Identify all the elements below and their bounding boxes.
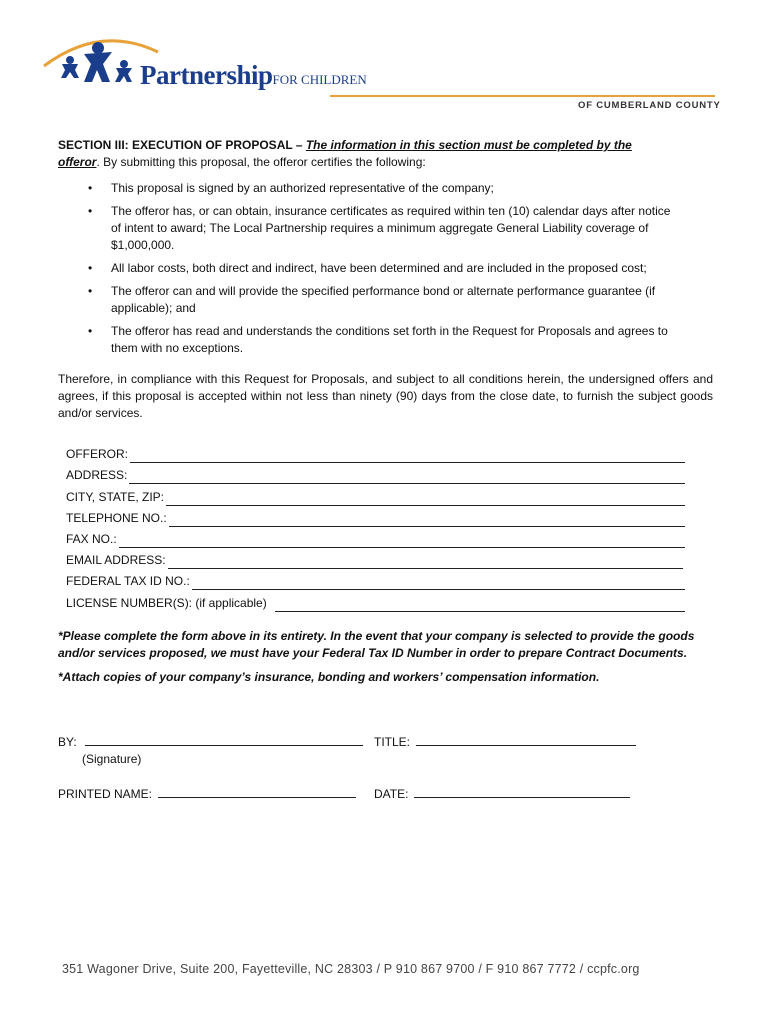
list-item	[58, 323, 713, 357]
fill-line[interactable]	[169, 515, 685, 527]
complete-form-note: *Please complete the form above in its entirety. In the event that your company is selected to provide the goods and/or services proposed, we must have your Federal Tax ID Number in order to prepare Contract Documents.	[58, 628, 695, 660]
fill-line[interactable]	[129, 472, 685, 484]
field-address[interactable]	[66, 463, 713, 484]
field-offeror[interactable]	[66, 442, 713, 463]
certification-list	[58, 180, 713, 357]
signature-line[interactable]	[85, 734, 363, 746]
bullet-icon: •	[88, 284, 93, 298]
field-label: ADDRESS:	[66, 468, 128, 483]
logo-sub: FOR CHILDREN	[272, 72, 367, 87]
date-label: DATE:	[374, 787, 409, 801]
date-line[interactable]	[414, 786, 630, 798]
county-label: OF CUMBERLAND COUNTY	[578, 100, 721, 111]
field-telephone[interactable]	[66, 506, 713, 527]
list-item-text: The offeror can and will provide the specified performance bond or alternate performance guarantee (if applicable); and	[111, 284, 656, 315]
fill-line[interactable]	[168, 557, 683, 569]
field-email[interactable]	[66, 548, 713, 569]
title-label: TITLE:	[374, 735, 411, 749]
footer-address: 351 Wagoner Drive, Suite 200, Fayetteville, NC 28303 / P 910 867 9700 / F 910 867 7772 / ccpfc.org	[62, 962, 640, 976]
list-item-text: The offeror has, or can obtain, insurance certificates as required within ten (10) calendar days after notice of intent to award; The Local Partnership requires a minimum aggregate General Liability coverage of $1,000,000.	[111, 204, 671, 252]
field-federal-tax-id[interactable]	[66, 569, 713, 590]
agreement-paragraph: Therefore, in compliance with this Request for Proposals, and subject to all conditions herein, the undersigned offers and agrees, if this proposal is accepted within not less than ninety (90) days from the close date, to furnish the subject goods and/or services.	[58, 372, 713, 420]
offeror-fields	[58, 442, 713, 612]
list-item-text: All labor costs, both direct and indirect, have been determined and are included in the proposed cost;	[111, 261, 647, 275]
logo-wordmark	[140, 60, 367, 91]
section-title: SECTION III: EXECUTION OF PROPOSAL –	[58, 138, 306, 152]
list-item-text: This proposal is signed by an authorized representative of the company;	[111, 181, 494, 195]
bullet-icon: •	[88, 324, 93, 338]
logo-main: Partnership	[140, 60, 273, 90]
field-label: TELEPHONE NO.:	[66, 510, 167, 525]
field-label: LICENSE NUMBER(S): (if applicable)	[66, 595, 267, 610]
field-label: OFFEROR:	[66, 447, 128, 462]
field-fax[interactable]	[66, 527, 713, 548]
proposal-body	[58, 137, 713, 686]
field-city-state-zip[interactable]	[66, 484, 713, 505]
section-heading	[58, 137, 713, 171]
field-label: EMAIL ADDRESS:	[66, 553, 166, 568]
list-item	[58, 180, 713, 197]
field-label: CITY, STATE, ZIP:	[66, 489, 165, 504]
fill-line[interactable]	[192, 578, 685, 590]
section-emphasis-1: The information in this section must be completed by the	[305, 138, 632, 152]
date-field[interactable]	[374, 786, 630, 803]
header-rule	[330, 95, 715, 97]
printed-name-label: PRINTED NAME:	[58, 787, 153, 801]
printed-name-line[interactable]	[158, 786, 356, 798]
list-item	[58, 283, 713, 317]
bullet-icon: •	[88, 204, 93, 218]
signature-hint: (Signature)	[82, 752, 142, 766]
title-field[interactable]	[374, 734, 636, 751]
fill-line[interactable]	[119, 536, 685, 548]
bullet-icon: •	[88, 261, 93, 275]
field-license-number[interactable]	[66, 590, 713, 611]
bullet-icon: •	[88, 181, 93, 195]
by-label: BY:	[58, 735, 77, 749]
field-label: FAX NO.:	[66, 531, 117, 546]
title-line[interactable]	[416, 734, 636, 746]
list-item-text: The offeror has read and understands the conditions set forth in the Request for Proposals and agrees to them with no exceptions.	[111, 324, 668, 355]
section-intro: . By submitting this proposal, the offeror certifies the following:	[96, 155, 426, 169]
printed-name-field[interactable]	[58, 786, 356, 803]
fill-line[interactable]	[130, 451, 685, 463]
attach-copies-note: *Attach copies of your company’s insurance, bonding and workers’ compensation information.	[58, 669, 600, 684]
by-field[interactable]	[58, 734, 363, 751]
fill-line[interactable]	[166, 494, 685, 506]
section-emphasis-2: offeror	[58, 155, 97, 169]
field-label: FEDERAL TAX ID NO.:	[66, 574, 190, 589]
list-item	[58, 203, 713, 254]
list-item	[58, 260, 713, 277]
fill-line[interactable]	[275, 600, 685, 612]
